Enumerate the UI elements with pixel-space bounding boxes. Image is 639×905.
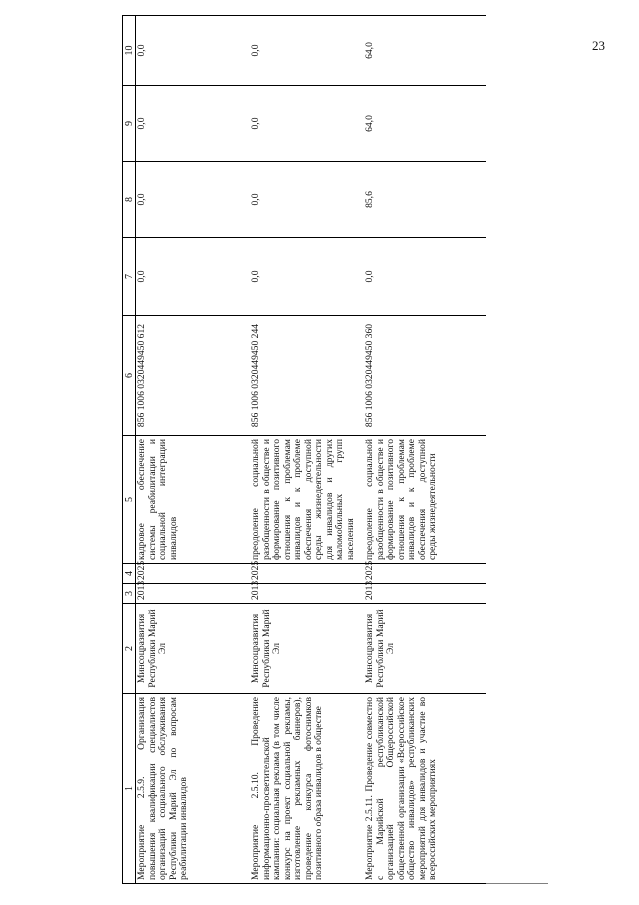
result-cell: преодоление социальной разобщенности в обществе и формирование позитивного отношения к проблемам инвалидов и к проблеме обеспечения доступной среды жизнедеятельности для инвалидов и других маломобильных групп населения — [250, 436, 364, 564]
col-number-3: 3 — [123, 584, 136, 604]
executor-cell: Минсоцразвития Республики Марий Эл — [250, 604, 364, 694]
start-year-cell: 2013 — [136, 584, 251, 604]
value-cell-7: 0,0 — [250, 238, 364, 316]
value-cell-8: 85,6 — [364, 162, 486, 238]
rotated-table-sheet — [122, 16, 548, 884]
value-cell-9: 0,0 — [250, 86, 364, 162]
measure-cell: Мероприятие 2.5.9. Организация повышения квалификации специалистов организаций социального обслуживания Республики Марий Эл по вопросам реабилитации инвалидов — [136, 694, 251, 884]
budget-code-cell: 856 1006 0320449450 360 — [364, 316, 486, 436]
col-number-9: 9 — [123, 86, 136, 162]
start-year-cell: 2013 — [250, 584, 364, 604]
result-cell: кадровое обеспечение системы реабилитации и социальной интеграции инвалидов — [136, 436, 251, 564]
value-cell-10: 0,0 — [250, 16, 364, 86]
col-number-5: 5 — [123, 436, 136, 564]
end-year-cell: 2025 — [250, 564, 364, 584]
col-number-4: 4 — [123, 564, 136, 584]
col-number-2: 2 — [123, 604, 136, 694]
result-cell: преодоление социальной разобщенности в обществе и формирование позитивного отношения к проблемам инвалидов и к проблеме обеспечения доступной среды жизнедеятельности — [364, 436, 486, 564]
table-grid — [122, 16, 548, 884]
col-number-6: 6 — [123, 316, 136, 436]
value-cell-7: 0,0 — [136, 238, 251, 316]
value-cell-7: 0,0 — [364, 238, 486, 316]
start-year-cell: 2013 — [364, 584, 486, 604]
value-cell-8: 0,0 — [136, 162, 251, 238]
value-cell-10: 0,0 — [136, 16, 251, 86]
col-number-8: 8 — [123, 162, 136, 238]
col-number-10: 10 — [123, 16, 136, 86]
col-number-7: 7 — [123, 238, 136, 316]
executor-cell: Минсоцразвития Республики Марий Эл — [364, 604, 486, 694]
value-cell-9: 64,0 — [364, 86, 486, 162]
end-year-cell: 2025 — [136, 564, 251, 584]
measure-cell: Мероприятие 2.5.10. Проведение информационно-просветительской кампании: социальная реклама (в том числе конкурс на проект социальной рекламы, изготовление рекламных баннеров), проведение конкурса фотоснимков позитивного образа инвалидов в обществе — [250, 694, 364, 884]
page-number: 23 — [592, 38, 605, 53]
end-year-cell: 2025 — [364, 564, 486, 584]
budget-code-cell: 856 1006 0320449450 244 — [250, 316, 364, 436]
col-number-1: 1 — [123, 694, 136, 884]
value-cell-9: 0,0 — [136, 86, 251, 162]
value-cell-10: 64,0 — [364, 16, 486, 86]
measure-cell: Мероприятие 2.5.11. Проведение совместно с Марийской республиканской организацией Общероссийской общественной организации «Всероссийское общество инвалидов» республиканских мероприятий для инвалидов и участие во всероссийских мероприятиях — [364, 694, 486, 884]
executor-cell: Минсоцразвития Республики Марий Эл — [136, 604, 251, 694]
budget-code-cell: 856 1006 0320449450 612 — [136, 316, 251, 436]
value-cell-8: 0,0 — [250, 162, 364, 238]
